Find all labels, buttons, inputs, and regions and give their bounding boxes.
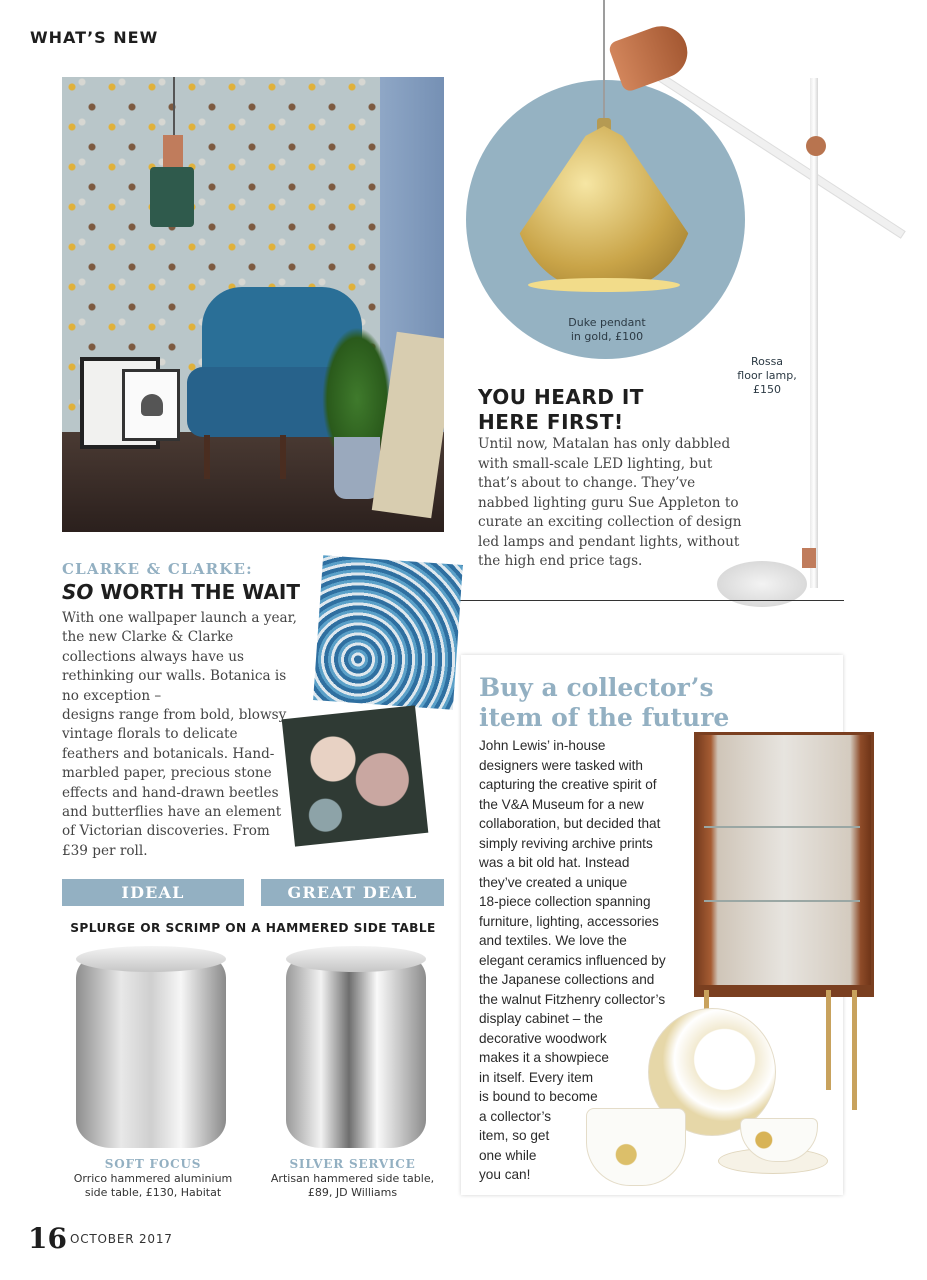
collector-body-line: in itself. Every item	[479, 1069, 594, 1085]
collector-body-line: John Lewis’ in-house	[479, 738, 606, 753]
lighting-heading-line: YOU HEARD IT	[478, 385, 644, 409]
collector-body-line: display cabinet – the	[479, 1011, 603, 1026]
clarke-heading-rest: WORTH THE WAIT	[93, 580, 301, 604]
lighting-heading-line: HERE FIRST!	[478, 410, 624, 434]
collector-body-line: is bound to become	[479, 1089, 598, 1104]
collector-body-line: they’ve created a unique	[479, 874, 628, 890]
chair-leg	[204, 435, 210, 479]
potted-plant	[322, 327, 392, 447]
collector-body-line: a collector’s	[479, 1108, 552, 1124]
product-description-line: Artisan hammered side table,	[270, 1172, 435, 1185]
floor-lamp-caption	[732, 355, 802, 397]
pendant-caption-line: Duke pendant	[568, 316, 646, 329]
great-deal-tag: GREAT DEAL	[261, 879, 444, 906]
collector-heading-line: item of the future	[479, 703, 730, 732]
clarke-body	[62, 609, 310, 861]
marbled-wallpaper-swatch	[313, 555, 463, 709]
clarke-heading-top: CLARKE & CLARKE:	[62, 560, 253, 578]
product-name: SOFT FOCUS	[104, 1157, 202, 1171]
collector-body-line: and textiles. We love the	[479, 933, 627, 948]
floor-lamp-joint	[806, 136, 826, 156]
section-kicker: WHAT’S NEW	[30, 28, 159, 47]
collector-heading-line: Buy a collector’s	[479, 673, 714, 702]
plant-pot	[334, 437, 380, 499]
collector-body-line: the V&A Museum for a new	[479, 796, 644, 812]
floor-lamp-caption-line: £150	[753, 383, 781, 396]
collector-body-line: the walnut Fitzhenry collector’s	[479, 991, 666, 1007]
collector-body-line: designers were tasked with	[479, 757, 643, 773]
floor-lamp-caption-line: Rossa	[750, 355, 784, 368]
collector-body-line: simply reviving archive prints	[479, 835, 653, 851]
clarke-heading	[62, 580, 300, 604]
pendant-caption	[548, 316, 666, 344]
green-glass-pendant	[150, 167, 194, 227]
collector-body-line: one while	[479, 1147, 537, 1163]
page-number: 16	[28, 1222, 67, 1255]
clarke-body-part: designs range from bold, blowsy vintage florals to delicate feathers and botanicals. Hand-marbled paper, precious stone effects and hand-drawn beetles and butterflies have an element of Victorian discoveries. From £39 per roll.	[62, 707, 287, 859]
collector-body-line: 18-piece collection spanning	[479, 894, 651, 909]
product-description-line: £89, JD Williams	[307, 1186, 398, 1199]
product-name: SILVER SERVICE	[289, 1157, 416, 1171]
pendant-rim	[528, 278, 680, 292]
lighting-body: Until now, Matalan has only dabbled with small-scale LED lighting, but that’s about to change. They’ve nabbed lighting guru Sue Appleton to curate an exciting collection of design led lamps and pendant lights, without the high end price tags.	[478, 436, 742, 569]
collector-body-line: was a bit old hat. Instead	[479, 855, 630, 870]
issue-date: OCTOBER 2017	[70, 1232, 173, 1246]
collector-body-line: item, so get	[479, 1128, 550, 1143]
interior-photo	[62, 77, 444, 532]
collector-body	[479, 736, 694, 1185]
product-description	[261, 1172, 444, 1200]
section-divider	[460, 600, 844, 601]
silver-service-table-image	[286, 950, 426, 1148]
chair-leg	[280, 435, 286, 479]
collector-body-line: collaboration, but decided that	[479, 816, 661, 831]
collector-body-line: makes it a showpiece	[479, 1050, 609, 1065]
pendant-caption-line: in gold, £100	[570, 330, 644, 343]
soft-focus-table-image	[76, 950, 226, 1148]
floor-lamp-collar	[802, 548, 816, 568]
lamp-cord	[173, 77, 175, 137]
display-cabinet-image	[694, 732, 874, 997]
copper-lamp-fitting	[163, 135, 183, 169]
collector-body-line: the Japanese collections and	[479, 972, 655, 987]
clarke-heading-italic: SO	[62, 580, 94, 604]
cabinet-leg	[852, 990, 857, 1110]
floor-lamp-caption-line: floor lamp,	[737, 369, 797, 382]
floor-lamp-head	[607, 19, 694, 93]
collector-body-line: elegant ceramics influenced by	[479, 952, 666, 968]
collector-body-line: furniture, lighting, accessories	[479, 913, 659, 929]
product-description-line: side table, £130, Habitat	[84, 1186, 222, 1199]
ideal-tag: IDEAL	[62, 879, 244, 906]
soft-focus-table-top	[76, 946, 226, 972]
collector-body-line: decorative woodwork	[479, 1030, 607, 1046]
pendant-cord	[603, 0, 605, 126]
product-description	[62, 1172, 244, 1200]
side-table-heading: SPLURGE OR SCRIMP ON A HAMMERED SIDE TABLE	[70, 921, 436, 935]
cabinet-shelf	[704, 900, 860, 902]
silver-service-table-top	[286, 946, 426, 972]
butterfly-icon	[141, 394, 163, 416]
lighting-heading	[478, 385, 718, 435]
collector-body-line: capturing the creative spirit of	[479, 777, 657, 792]
floral-wallpaper-swatch	[282, 705, 429, 846]
collector-body-line: you can!	[479, 1167, 531, 1182]
cabinet-shelf	[704, 826, 860, 828]
clarke-body-part: With one wallpaper launch a year, the new Clarke & Clarke collections always have us rethinking our walls. Botanica is no exception –	[62, 610, 297, 704]
cabinet-leg	[826, 990, 831, 1090]
product-description-line: Orrico hammered aluminium	[73, 1172, 233, 1185]
collector-heading	[479, 673, 809, 733]
butterfly-print-frame	[122, 369, 180, 441]
